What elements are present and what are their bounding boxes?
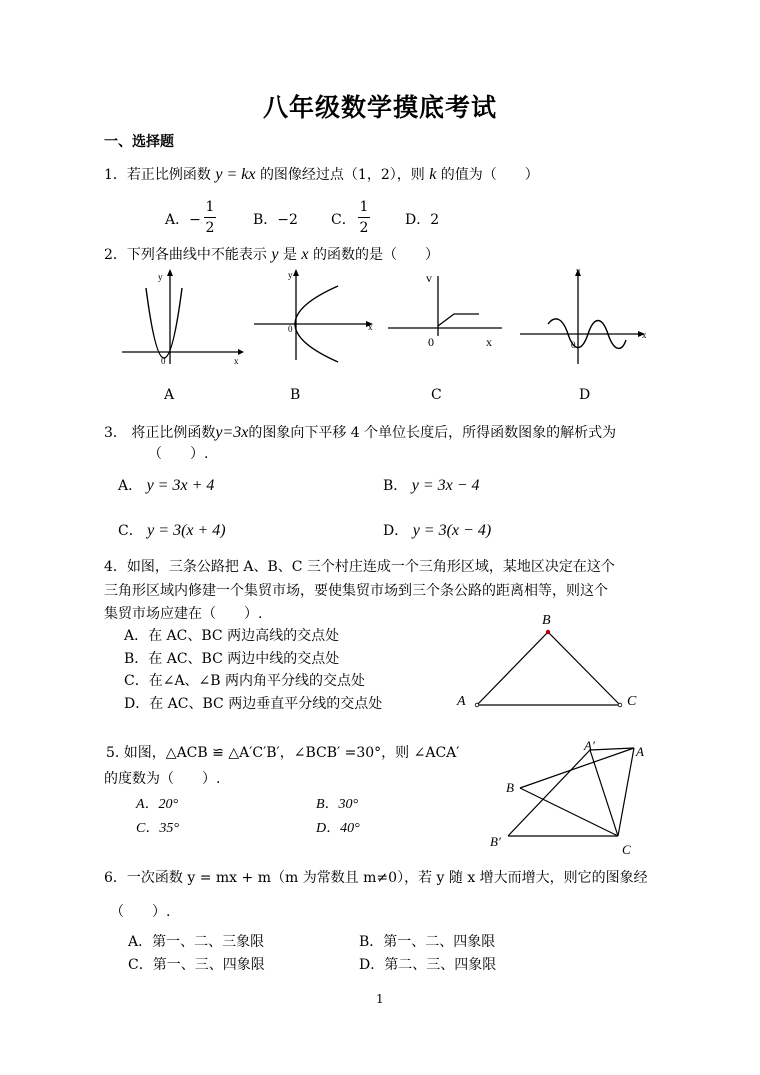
svg-text:y: y [158,272,163,282]
question-2-stem: 2．下列各曲线中不能表示 y 是 x 的函数的是（ ） [104,246,439,263]
svg-text:0: 0 [288,324,293,334]
q6-option-c: C．第一、三、四象限 [128,957,265,973]
q5-option-b: B．30° [316,797,359,812]
question-3-stem: 3． 将正比例函数y=3x的图象向下平移 4 个单位长度后，所得函数图象的解析式为 [104,424,617,441]
q5-option-d: D．40° [316,821,360,836]
svg-text:0: 0 [161,356,166,366]
q1-option-c: C． [331,212,356,228]
graph-c-origin: 0 [428,335,434,349]
question-4-line-3: 集贸市场应建在（ ）. [104,606,263,622]
svg-text:x: x [234,356,239,366]
question-3-stem-cont: （ ）. [148,446,209,462]
question-4-line-2: 三角形区域内修建一个集贸市场，要使集贸市场到三个条公路的距离相等，则这个 [104,583,608,599]
svg-text:x: x [368,322,373,332]
graph-label-c: C [431,387,442,403]
q1-option-c-fraction: 1 2 [359,199,369,236]
q5-option-a: A．20° [136,797,179,812]
graph-c-xlabel: x [486,335,492,349]
q4-vertex-b: B [542,613,551,628]
q6-option-b: B．第一、二、四象限 [359,934,496,950]
q5-vertex-c: C [622,842,631,857]
q3-option-d: D． y = 3(x − 4) [383,522,492,539]
q1-option-a: A．− [165,212,201,228]
graph-label-d: D [579,387,591,403]
graph-c [384,268,514,368]
q3-option-a: A． y = 3x + 4 [118,477,215,494]
graph-c-ylabel: v [426,271,432,285]
q3-option-c: C． y = 3(x + 4) [118,522,226,539]
q4-option-c: C．在∠A、∠B 两内角平分线的交点处 [124,673,366,689]
page-title: 八年级数学摸底考试 [262,93,497,122]
graph-label-b: B [290,387,301,403]
question-4-line-1: 4．如图，三条公路把 A、B、C 三个村庄连成一个三角形区域，某地区决定在这个 [104,559,615,575]
q5-vertex-a: A [636,744,644,759]
svg-text:x: x [642,330,647,340]
graph-d [514,268,649,368]
question-5-line-2: 的度数为（ ）. [104,771,221,787]
q1-option-b: B．−2 [253,212,298,228]
q4-option-b: B．在 AC、BC 两边中线的交点处 [124,651,340,667]
graph-b [252,268,382,368]
q5-vertex-a-prime: A′ [584,738,595,753]
q6-option-a: A．第一、二、三象限 [128,934,265,950]
q5-vertex-b-prime: B′ [490,834,501,849]
question-5-line-1: 5. 如图，△ACB ≌ △A′C′B′，∠BCB′ =30°，则 ∠ACA′ [106,745,460,761]
q5-congruent-triangles-figure [488,738,668,858]
q6-option-d: D．第二、三、四象限 [359,957,497,973]
q1-option-d: D．2 [405,212,440,228]
question-6-line-2: （ ）. [110,904,171,920]
page-number: 1 [376,992,384,1006]
q4-option-a: A．在 AC、BC 两边高线的交点处 [124,628,340,644]
q4-vertex-a: A [457,694,466,709]
svg-text:y: y [576,266,581,276]
q5-vertex-b: B [506,780,514,795]
q4-option-d: D．在 AC、BC 两边垂直平分线的交点处 [124,696,383,712]
q4-vertex-c: C [627,694,637,709]
q5-option-c: C．35° [136,821,179,836]
q3-option-b: B． y = 3x − 4 [383,477,480,494]
q4-triangle-figure [455,610,655,720]
svg-text:y: y [288,270,293,280]
question-1-stem: 1．若正比例函数 y = kx 的图像经过点（1，2），则 k 的值为（ ） [104,166,539,183]
section-heading: 一、选择题 [104,134,174,150]
question-6-line-1: 6．一次函数 y = mx + m（m 为常数且 m≠0），若 y 随 x 增大而增大，则它的图象经 [104,870,648,886]
q1-option-a-fraction: 1 2 [205,199,215,236]
graph-label-a: A [164,387,175,403]
graph-a [118,268,248,368]
svg-text:0: 0 [571,340,576,350]
